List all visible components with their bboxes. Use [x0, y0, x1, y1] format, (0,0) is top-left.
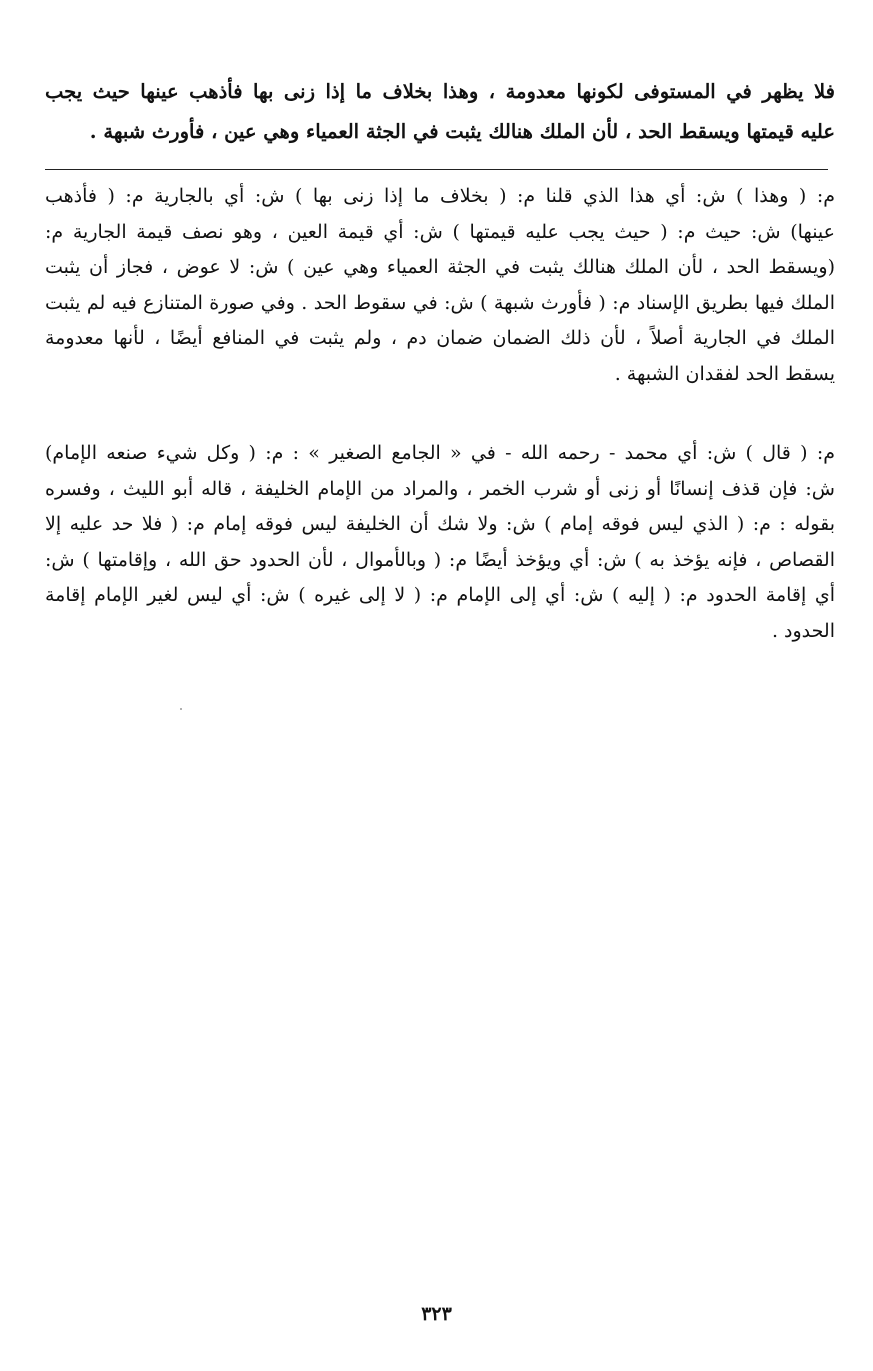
commentary-line: القصاص ، فإنه يؤخذ به ) ش: أي ويؤخذ أيضًا م: ( وبالأموال ، لأن الحدود حق الله ، وإقامتها ) ش: [45, 548, 835, 571]
commentary-line: م: ( وهذا ) ش: أي هذا الذي قلنا م: ( بخلاف ما إذا زنى بها ) ش: أي بالجارية م: ( فأذهب [45, 185, 835, 207]
main-text [45, 72, 835, 152]
commentary-line: عينها) ش: حيث م: ( حيث يجب عليه قيمتها ) ش: أي قيمة العين ، وهو نصف قيمة الجارية م: [45, 220, 835, 243]
commentary-line: يسقط الحد لفقدان الشبهة . [614, 362, 835, 385]
commentary-paragraph-1 [45, 179, 835, 393]
commentary-line: ش: فإن قذف إنسانًا أو زنى أو شرب الخمر ، والمراد من الإمام الخليفة ، قاله أبو الليث ، وفسره [45, 477, 835, 500]
main-text-line: عليه قيمتها ويسقط الحد ، لأن الملك هنالك يثبت في الجثة العمياء وهي عين ، فأورث شبهة . [89, 120, 835, 143]
commentary-paragraph-2 [45, 436, 835, 650]
main-text-line: فلا يظهر في المستوفى لكونها معدومة ، وهذا بخلاف ما إذا زنى بها فأذهب عينها حيث يجب [45, 80, 835, 103]
commentary-line: الملك في الجارية أصلاً ، لأن ذلك الضمان ضمان دم ، ولم يثبت في المنافع أيضًا ، لأنها معدومة [45, 327, 835, 350]
page-number: ٣٢٣ [421, 1303, 452, 1325]
commentary-line: الحدود . [771, 619, 835, 642]
commentary-line: م: ( قال ) ش: أي محمد - رحمه الله - في « الجامع الصغير » : م: ( وكل شيء صنعه الإمام) [45, 442, 835, 464]
separator-rule [45, 169, 828, 170]
commentary-line: بقوله : م: ( الذي ليس فوقه إمام ) ش: ولا شك أن الخليفة ليس فوقه إمام م: ( فلا حد عليه إلا [45, 513, 835, 536]
commentary-line: الملك فيها بطريق الإسناد م: ( فأورث شبهة ) ش: في سقوط الحد . وفي صورة المتنازع فيه لم يثبت [45, 291, 835, 314]
scan-speck [180, 708, 182, 710]
commentary-line: (ويسقط الحد ، لأن الملك هنالك يثبت في الجثة العمياء وهي عين ) ش: لا عوض ، فجاز أن يثبت [45, 256, 835, 279]
commentary-line: أي إقامة الحدود م: ( إليه ) ش: أي إلى الإمام م: ( لا إلى غيره ) ش: أي ليس لغير الإمام إقامة [45, 584, 835, 607]
